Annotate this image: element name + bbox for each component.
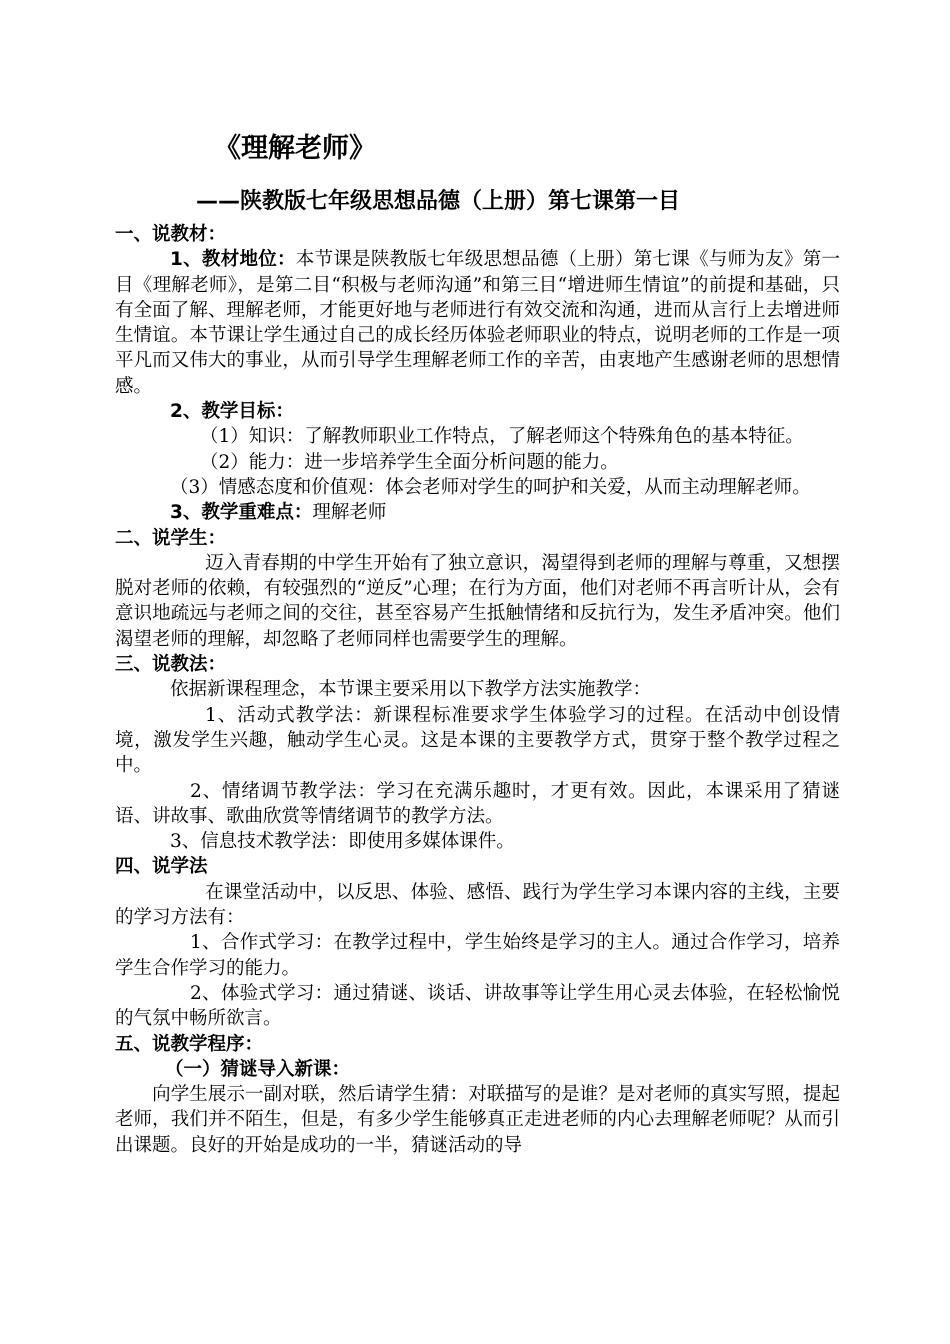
text-key-points: 理解老师 (312, 502, 387, 524)
learning-cooperative (115, 930, 840, 981)
paragraph-riddle (115, 1082, 840, 1158)
goal-ability-text: （2）能力：进一步培养学生全面分析问题的能力。 (200, 451, 619, 473)
goal-emotion-text: （3）情感态度和价值观：体会老师对学生的呵护和关爱，从而主动理解老师。 (170, 476, 811, 498)
paragraph-key-points (115, 500, 840, 525)
section-heading-5: 五、说教学程序： (115, 1033, 264, 1055)
method-it-text: 3、信息技术教学法：即使用多媒体课件。 (170, 831, 515, 853)
learning-experiential-text: 2、体验式学习：通过猜谜、谈话、讲故事等让学生用心灵去体验，在轻松愉悦的气氛中畅所欲言。 (115, 982, 840, 1030)
subsection-riddle-label: （一）猜谜导入新课： (165, 1058, 351, 1080)
paragraph-textbook-position (115, 247, 840, 399)
section-heading-4: 四、说学法 (115, 856, 208, 878)
subsection-heading-riddle (115, 1057, 840, 1082)
method-emotion-text: 2、情绪调节教学法：学习在充满乐趣时，才更有效。因此，本课采用了猜谜语、讲故事、歌曲欣赏等情绪调节的教学方法。 (115, 780, 840, 827)
paragraph-learning-intro (115, 880, 840, 931)
method-activity-text: 1、活动式教学法：新课程标准要求学生体验学习的过程。在活动中创设情境，激发学生兴趣，触动学生心灵。这是本课的主要教学方式，贯穿于整个教学过程之中。 (115, 704, 840, 777)
goal-emotion (115, 475, 840, 500)
learning-experiential (115, 981, 840, 1032)
goal-ability (115, 450, 840, 475)
method-it (115, 829, 840, 854)
learning-cooperative-text: 1、合作式学习：在教学过程中，学生始终是学习的主人。通过合作学习，培养学生合作学习的能力。 (115, 932, 840, 979)
document-title: 《理解老师》 (214, 133, 376, 164)
learning-intro-text: 在课堂活动中，以反思、体验、感悟、践行为学生学习本课内容的主线，主要的学习方法有： (115, 881, 840, 929)
paragraph-students (115, 551, 840, 652)
goal-knowledge (115, 424, 840, 449)
method-activity (115, 703, 840, 779)
section-heading-3: 三、说教法： (115, 654, 227, 676)
section-heading-1: 一、说教材： (115, 224, 227, 245)
paragraph-teaching-goals (115, 399, 840, 424)
document-subtitle: ——陕教版七年级思想品德（上册）第七课第一目 (196, 189, 681, 214)
methods-intro-text: 依据新课程理念，本节课主要采用以下教学方法实施教学： (170, 679, 652, 701)
document-body (115, 222, 840, 1158)
students-text: 迈入青春期的中学生开始有了独立意识，渴望得到老师的理解与尊重，又想摆脱对老师的依赖，有较强烈的“逆反”心理；在行为方面，他们对老师不再言听计从，会有意识地疏远与老师之间的交往，甚至容易产生抵触情绪和反抗行为，发生矛盾冲突。他们渴望老师的理解，却忽略了老师同样也需要学生的理解。 (115, 552, 840, 650)
label-key-points: 3、教学重难点： (170, 502, 313, 524)
label-teaching-goals: 2、教学目标： (170, 401, 294, 423)
text-textbook-position: 本节课是陕教版七年级思想品德（上册）第七课《与师为友》第一目《理解老师》，是第二目“积极与老师沟通”和第三目“增进师生情谊”的前提和基础，只有全面了解、理解老师，才能更好地与老师进行有效交流和沟通，进而从言行上去增进师生情谊。本节课让学生通过自己的成长经历体验老师职业的特点，说明老师的工作是一项平凡而又伟大的事业，从而引导学生理解老师工作的辛苦，由衷地产生感谢老师的思想情感。 (115, 249, 840, 397)
riddle-text: 向学生展示一副对联，然后请学生猜：对联描写的是谁？是对老师的真实写照，提起老师，我们并不陌生，但是，有多少学生能够真正走进老师的内心去理解老师呢？从而引出课题。良好的开始是成功的一半，猜谜活动的导 (115, 1084, 840, 1156)
goal-knowledge-text: （1）知识：了解教师职业工作特点，了解老师这个特殊角色的基本特征。 (200, 426, 804, 448)
paragraph-methods-intro (115, 677, 840, 702)
label-textbook-position: 1、教材地位： (170, 249, 296, 271)
method-emotion (115, 779, 840, 830)
section-heading-2: 二、说学生： (115, 527, 227, 549)
